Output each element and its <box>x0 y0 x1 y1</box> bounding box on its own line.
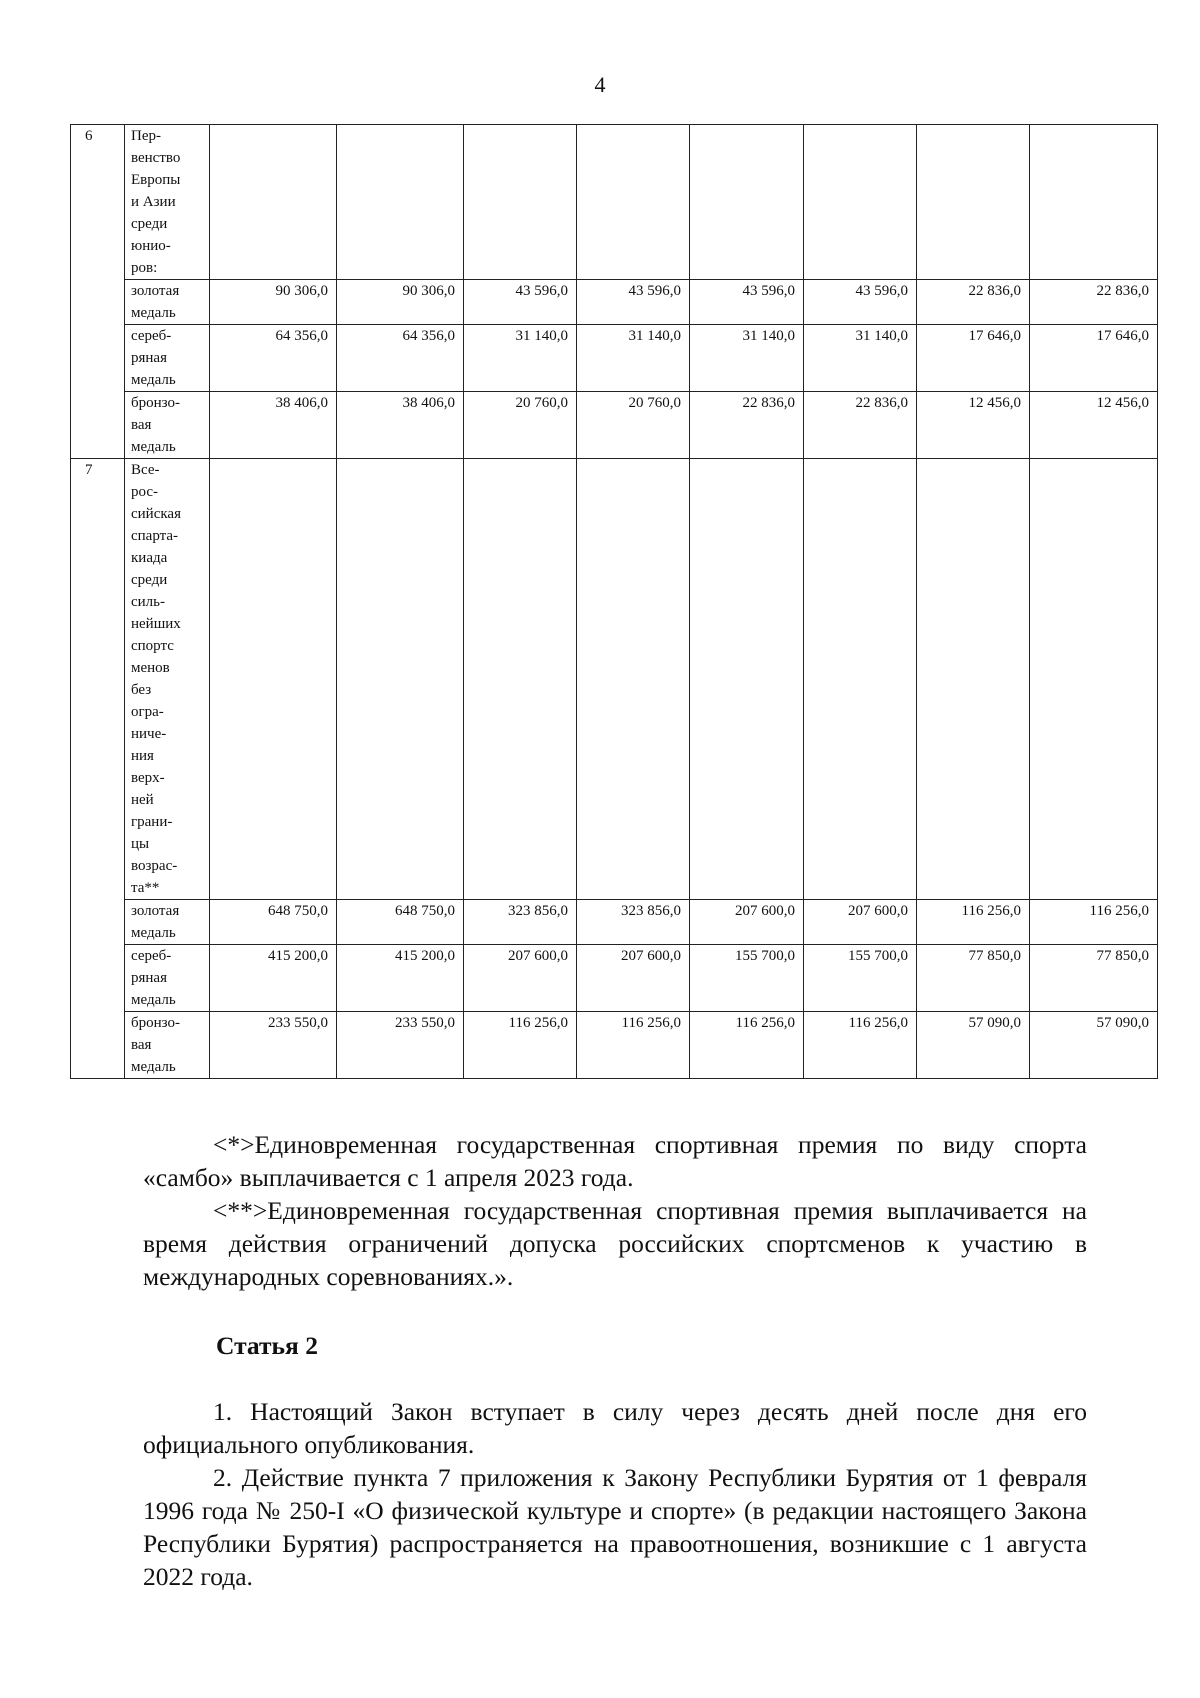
prize-amount: 116 256,0 <box>690 1012 804 1079</box>
medal-label-line: медаль <box>131 372 176 388</box>
article-heading: Статья 2 <box>216 1331 318 1360</box>
medal-label-line: медаль <box>131 305 176 321</box>
empty-cell <box>1030 125 1158 280</box>
medal-label <box>125 325 210 392</box>
prize-amount: 43 596,0 <box>464 280 577 325</box>
section-title-line: ниче- <box>131 726 167 742</box>
medal-row <box>71 900 1158 945</box>
section-title-line: огра- <box>131 704 164 720</box>
section-title-line: ния <box>131 748 154 764</box>
prize-amount: 233 550,0 <box>210 1012 337 1079</box>
prize-amount: 22 836,0 <box>804 392 917 459</box>
prize-amount: 20 760,0 <box>464 392 577 459</box>
prize-amount: 415 200,0 <box>210 945 337 1012</box>
prize-amount: 116 256,0 <box>577 1012 690 1079</box>
prize-amount: 12 456,0 <box>1030 392 1158 459</box>
medal-label-line: золотая <box>131 283 180 299</box>
prize-amount: 17 646,0 <box>1030 325 1158 392</box>
prize-amount: 207 600,0 <box>804 900 917 945</box>
prize-amount: 43 596,0 <box>577 280 690 325</box>
prize-amount: 38 406,0 <box>210 392 337 459</box>
footnote-1: <*>Единовременная государственная спортивная премия по виду спорта «самбо» выплачивается с 1 апреля 2023 года. <box>143 1130 1087 1192</box>
section-number: 6 <box>71 125 125 459</box>
medal-label-line: бронзо- <box>131 1015 180 1031</box>
empty-cell <box>804 459 917 900</box>
prize-amount: 116 256,0 <box>464 1012 577 1079</box>
prize-table <box>70 124 1158 1079</box>
prize-amount: 17 646,0 <box>917 325 1030 392</box>
prize-amount: 57 090,0 <box>917 1012 1030 1079</box>
prize-amount: 207 600,0 <box>690 900 804 945</box>
prize-amount: 22 836,0 <box>690 392 804 459</box>
section-title-row <box>71 459 1158 900</box>
medal-label-line: золотая <box>131 903 180 919</box>
prize-amount: 22 836,0 <box>917 280 1030 325</box>
prize-amount: 155 700,0 <box>690 945 804 1012</box>
section-title-line: без <box>131 682 152 698</box>
prize-amount: 31 140,0 <box>804 325 917 392</box>
medal-label <box>125 1012 210 1079</box>
prize-amount: 77 850,0 <box>917 945 1030 1012</box>
medal-label-line: медаль <box>131 992 176 1008</box>
section-title-line: Европы <box>131 172 181 188</box>
prize-amount: 116 256,0 <box>1030 900 1158 945</box>
prize-amount: 31 140,0 <box>464 325 577 392</box>
article-body <box>143 1395 1087 1593</box>
empty-cell <box>917 125 1030 280</box>
medal-label-line: вая <box>131 1037 152 1053</box>
prize-amount: 43 596,0 <box>804 280 917 325</box>
section-title-line: рос- <box>131 484 159 500</box>
prize-amount: 12 456,0 <box>917 392 1030 459</box>
prize-amount: 22 836,0 <box>1030 280 1158 325</box>
section-title-line: нейших <box>131 616 181 632</box>
section-title-line: венство <box>131 150 181 166</box>
prize-amount: 31 140,0 <box>577 325 690 392</box>
section-title-line: ней <box>131 792 154 808</box>
empty-cell <box>690 125 804 280</box>
medal-label-line: ряная <box>131 970 167 986</box>
section-title-line: и Азии <box>131 194 176 210</box>
medal-label-line: сереб- <box>131 328 172 344</box>
article-paragraph-1: 1. Настоящий Закон вступает в силу через десять дней после дня его официального опубликования. <box>143 1397 1087 1459</box>
empty-cell <box>464 125 577 280</box>
prize-amount: 207 600,0 <box>464 945 577 1012</box>
medal-row <box>71 325 1158 392</box>
medal-row <box>71 1012 1158 1079</box>
section-title-line: верх- <box>131 770 165 786</box>
prize-amount: 233 550,0 <box>337 1012 464 1079</box>
empty-cell <box>210 125 337 280</box>
prize-amount: 64 356,0 <box>337 325 464 392</box>
empty-cell <box>690 459 804 900</box>
article-paragraph-2: 2. Действие пункта 7 приложения к Закону Республики Бурятия от 1 февраля 1996 года № 250-I «О физической культуре и спорте» (в редакции настоящего Закона Республики Бурятия) распространяется на правоотношения, возникшие с 1 августа 2022 года. <box>143 1463 1087 1591</box>
section-title-line: киада <box>131 550 168 566</box>
section-title-line: цы <box>131 836 150 852</box>
medal-label-line: медаль <box>131 439 176 455</box>
medal-label-line: вая <box>131 417 152 433</box>
section-title-line: Пер- <box>131 128 161 144</box>
prize-amount: 415 200,0 <box>337 945 464 1012</box>
empty-cell <box>804 125 917 280</box>
prize-table-body <box>71 125 1158 1079</box>
section-title-line: сийская <box>131 506 181 522</box>
empty-cell <box>917 459 1030 900</box>
page-number: 4 <box>594 72 606 97</box>
prize-amount: 207 600,0 <box>577 945 690 1012</box>
medal-label-line: медаль <box>131 925 176 941</box>
section-title-line: спортс <box>131 638 174 654</box>
section-title-line: среди <box>131 216 168 232</box>
medal-label <box>125 900 210 945</box>
medal-row <box>71 280 1158 325</box>
section-title-line: возрас- <box>131 858 178 874</box>
prize-amount: 116 256,0 <box>917 900 1030 945</box>
prize-amount: 648 750,0 <box>210 900 337 945</box>
empty-cell <box>577 459 690 900</box>
medal-label <box>125 945 210 1012</box>
section-title-line: юнио- <box>131 238 171 254</box>
prize-amount: 90 306,0 <box>210 280 337 325</box>
empty-cell <box>464 459 577 900</box>
empty-cell <box>337 125 464 280</box>
section-title <box>125 125 210 280</box>
section-title-line: менов <box>131 660 170 676</box>
prize-amount: 77 850,0 <box>1030 945 1158 1012</box>
prize-amount: 43 596,0 <box>690 280 804 325</box>
prize-amount: 323 856,0 <box>577 900 690 945</box>
prize-amount: 323 856,0 <box>464 900 577 945</box>
prize-amount: 155 700,0 <box>804 945 917 1012</box>
medal-label <box>125 392 210 459</box>
medal-row <box>71 392 1158 459</box>
prize-amount: 57 090,0 <box>1030 1012 1158 1079</box>
medal-row <box>71 945 1158 1012</box>
medal-label-line: медаль <box>131 1059 176 1075</box>
footnote-2: <**>Единовременная государственная спортивная премия выплачивается на время действия ограничений допуска российских спортсменов к участию в международных соревнованиях.». <box>143 1196 1087 1291</box>
section-title-line: среди <box>131 572 168 588</box>
section-title-line: спарта- <box>131 528 179 544</box>
section-title-line: ров: <box>131 260 158 276</box>
medal-label-line: ряная <box>131 350 167 366</box>
section-title-line: Все- <box>131 462 160 478</box>
section-number: 7 <box>71 459 125 1079</box>
empty-cell <box>577 125 690 280</box>
section-title-line: грани- <box>131 814 173 830</box>
prize-amount: 648 750,0 <box>337 900 464 945</box>
medal-label <box>125 280 210 325</box>
prize-amount: 64 356,0 <box>210 325 337 392</box>
section-title <box>125 459 210 900</box>
prize-amount: 38 406,0 <box>337 392 464 459</box>
prize-amount: 31 140,0 <box>690 325 804 392</box>
empty-cell <box>337 459 464 900</box>
medal-label-line: бронзо- <box>131 395 180 411</box>
medal-label-line: сереб- <box>131 948 172 964</box>
section-title-line: та** <box>131 880 160 896</box>
empty-cell <box>210 459 337 900</box>
prize-amount: 116 256,0 <box>804 1012 917 1079</box>
empty-cell <box>1030 459 1158 900</box>
footnotes <box>143 1128 1087 1293</box>
prize-amount: 20 760,0 <box>577 392 690 459</box>
section-title-line: силь- <box>131 594 166 610</box>
prize-amount: 90 306,0 <box>337 280 464 325</box>
section-title-row <box>71 125 1158 280</box>
